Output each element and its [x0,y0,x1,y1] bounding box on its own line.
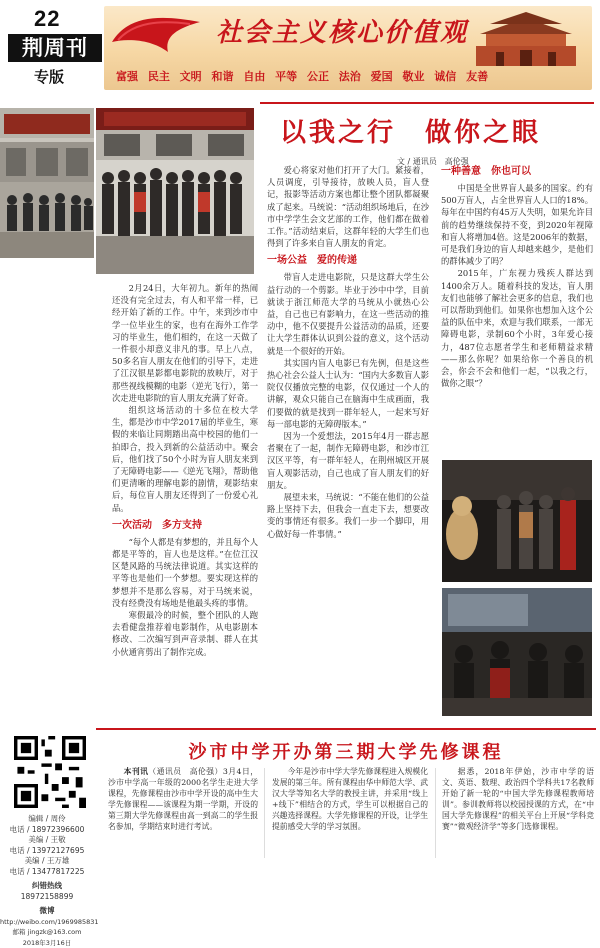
hotline-number: 18972158899 [0,892,94,903]
paragraph: 中国是全世界盲人最多的国家。约有500万盲人，占全世界盲人人口的18%。每年在中国约有45万人失明，如果允许目前的趋势继续保持不变，到2020年视障和盲人将增加4倍。这是2006年的数据，可是我们身边的盲人却越来越少，是他们的群体减少了吗？ [441,182,593,267]
paper-name: 荆周刊 [8,34,102,62]
paragraph: 今年是沙市中学大学先修课程进入规模化发展的第三年。所有课程由华中师范大学、武汉大学等知名大学的教授主讲，并采用“线上+线下”相结合的方式，学生可以根据自己的兴趣选择课程。大学先修课程的开设，让学生提前感受大学的学习氛围。 [272,766,428,832]
proof-phone: 电话 / 13477817225 [0,867,94,878]
paragraph: 展望未来，马统说：“不能在他们的公益路上坚持下去，但我会一直走下去，想要改变的事情还有很多。我们一步一个脚印，用心做好每一件事情。” [267,491,429,540]
hotline-label: 纠错热线 [0,881,94,892]
article-column-1 [112,282,258,720]
bottom-column-1 [108,766,258,860]
editor-credit: 编辑 / 周伶 [0,814,94,825]
bottom-article-title: 沙市中学开办第三期大学先修课程 [96,738,596,764]
banner-title: 社会主义核心价值观 [216,12,468,49]
paragraph: 2月24日，大年初九。新年的热闹还没有完全过去，有人和平常一样，已经开始了新的工作。中午，来到沙市中学一位毕业生的家，也有在海外工作学习的毕业生，他们相约，在这一天做了一件很小却意义非凡的事。早上八点，50多名盲人朋友在他们的引导下，走进了江汉银星影都电影院的放映厅，对于那些视线模糊的电影（逆光飞行），第一次走进电影院的盲人朋友充满了好奇。 [112,282,258,404]
volunteers-photo [442,460,592,582]
art-phone: 电话 / 13972127695 [0,846,94,857]
proof-credit: 美编 / 王万雄 [0,856,94,867]
weibo-link[interactable]: http://weibo.com/1969985831 [0,917,94,928]
column-divider [435,768,436,858]
left-sidebar [0,98,94,860]
lead-label: 本刊讯 [124,767,149,776]
core-values-banner [104,6,592,90]
article-column-2 [267,164,429,720]
paragraph: “每个人都是有梦想的，并且每个人都是平等的，盲人也是这样。”在位江汉区楚风路的马统法律说道。其实这样的平等也是他们一个梦想。要实现这样的梦想并不是那么容易，对于马统来说，没有经费没有场地是他最头疼的事情。 [112,536,258,609]
tiananmen-illustration [466,10,586,68]
editor-phone: 电话 / 18972396600 [0,825,94,836]
edition-label: 专版 [34,66,64,87]
section-subhead: 一次活动 多方支持 [112,518,258,534]
bottom-article [96,728,596,860]
column-divider [264,768,265,858]
paragraph: 爱心将家对他们打开了大门。紧接着，人员调度，引导接待，放映人员，盲人登记，报影等活动方案也都让整个团队都凝聚成了起来。马统说：“活动组织场地后，在沙市中学学生会文艺部的工作，他们都在做着工作。”活动结束后，这群年轻的大学生们也得到了许多来自盲人朋友的肯定。 [267,164,429,249]
paragraph: 2015年，广东视力残疾人群达到1400余万人。随着科技的发达，盲人朋友们也能够了解社会更多的信息，我们也可以帮助到他们。如果你也想加入这个公益的队伍中来，欢迎与我们联系，一部无障碍电影，录制60个小时，3年爱心接力，487位志愿者学生和老师精益求精——那么你呢？如果给你一个善良的机会，你会不会和他们一起，“以我之行，做你之眼”？ [441,267,593,389]
issue-date: 2018年3月16日 [0,938,94,948]
paragraph: 寒假最冷的时候，整个团队的人跑去看健盘推荐着电影制作，从电影剧本修改、二次编写到声音录制、群人在其小伙通宵剪出了制作完成。 [112,609,258,658]
section-subhead: 一场公益 爱的传递 [267,253,429,269]
art-credit: 美编 / 王敬 [0,835,94,846]
paragraph: 带盲人走进电影院，只是这群大学生公益行动的一个剪影。毕业于沙中中学，目前就读于浙江师范大学的马统从小就热心公益，自己也已有影响力，在这一些活动的推动中，他不仅要提升公益活动的品质，还要让大学生群体认识到公益的意义，这个活动就是一个很好的开始。 [267,271,429,356]
article-column-3 [441,164,593,456]
weibo-label: 微博 [0,906,94,917]
red-flag-icon [108,12,204,56]
bottom-column-2 [272,766,428,860]
section-subhead: 一种善意 你也可以 [441,164,593,180]
qr-code [14,736,86,808]
cinema-building-photo [0,108,94,258]
paragraph: 据悉，2018年伊始，沙市中学的语文、英语、数理、政治四个学科共17名教师开始了新一轮的“中国大学先修课程教师培训”。参训教师将以校园授课的方式，在“中国大学先修课程”的相关平台上开展“学科竞赛”“微观经济学”等多门选修课程。 [442,766,594,832]
staff-info [0,814,94,948]
masthead [0,0,600,92]
blind-moviegoers-photo [96,108,254,274]
article-headline: 以我之行 做你之眼 [280,112,541,149]
email-link[interactable]: 邮箱 jingzk@163.com [0,927,94,938]
paragraph: 组织这场活动的十多位在校大学生，都是沙市中学2017届的毕业生，寒假的来临让同期踏出高中校园的他们一拍即合，投入到新的公益活动中。聚会后，他们找了50个小时为盲人朋友来到了无障碍电影——《逆光飞翔》，帮助他们更清晰的理解电影的剧情，观影结束后，每位盲人朋友还得到了一份爱心礼品。 [112,404,258,514]
headline-box [260,102,594,152]
audience-photo [442,588,592,716]
paragraph: 因为一个爱想法，2015年4月一群志愿者聚在了一起，制作无障碍电影，和沙市江汉区平等，有一群年轻人，在荆州城区开展盲人观影活动，自己也成了盲人朋友们的好朋友。 [267,430,429,491]
paragraph: 其实国内盲人电影已有先例，但是这些热心社会公益人士认为：“国内大多数盲人影院仅仅播放完整的电影，仅仅通过一个人的讲解，观众只能自己在脑海中生成画面，我们要做的就是找到一群年轻人，一起来写好每一部电影的无障碍版本。” [267,357,429,430]
paragraph: （通讯员 高伦强）3月4日，沙市中学高一年级的2000名学生走进大学课程，先修课程由沙市中学开设的高中生大学先修课程——该课程为期一学期，开设的第三期大学先修课程由高一到高二的学生报名参加，学期结束时进行考试。 [108,767,258,831]
page-number: 22 [34,6,60,32]
core-values-list: 富强 民主 文明 和谐 自由 平等 公正 法治 爱国 敬业 诚信 友善 [116,68,488,84]
article-byline: 文 / 通讯员 高伦强 [397,156,469,167]
bottom-column-3 [442,766,594,860]
